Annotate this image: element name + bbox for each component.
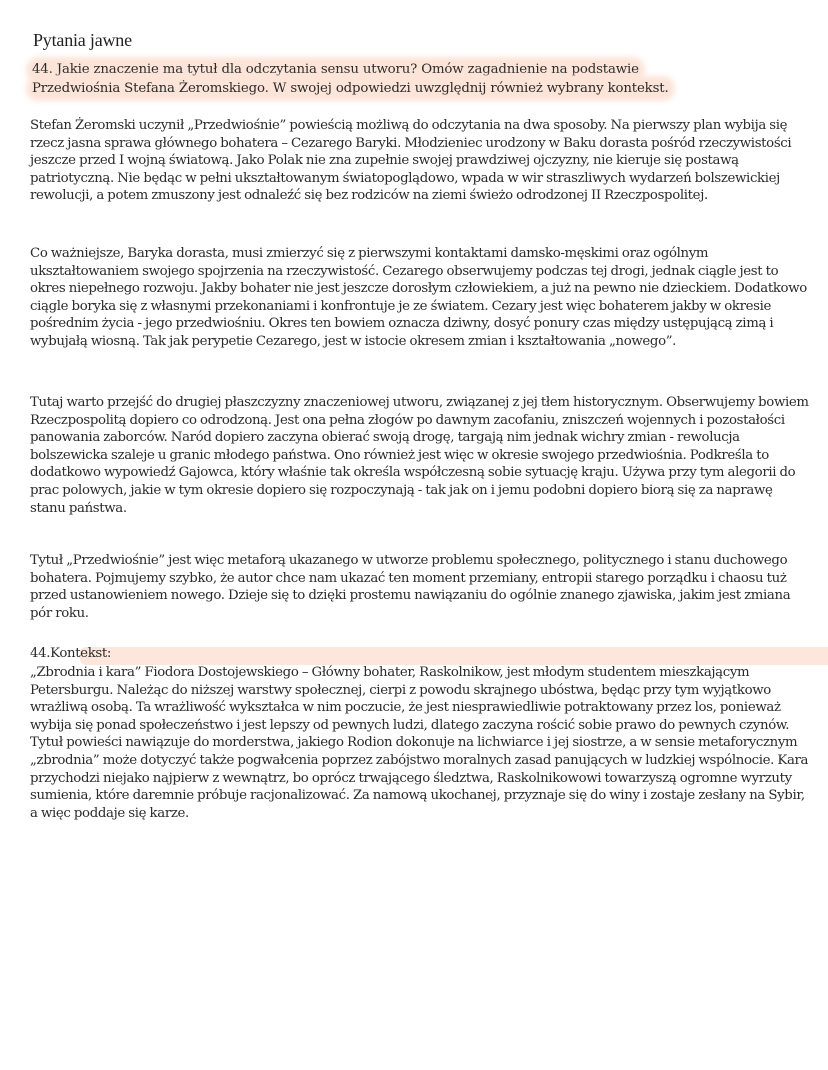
answer-paragraph-2: Co ważniejsze, Baryka dorasta, musi zmierzyć się z pierwszymi kontaktami damsko-męskimi oraz ogólnym ukształtowaniem swojego spojrzenia na rzeczywistość. Cezarego obserwujemy podczas tej drogi, jednak ciągle jest to okres niepełnego rozwoju. Jakby bohater nie jest jeszcze dorosłym człowiekiem, a już na pewno nie dzieckiem. Dodatkowo ciągle boryka się z własnymi przekonaniami i konfrontuje je ze światem. Cezary jest więc bohaterem jakby w okresie pośrednim życia - jego przedwiośniu. Okres ten bowiem oznacza dziwny, dosyć ponury czas między ustępującą zimą i wybujałą wiosną. Tak jak perypetie Cezarego, jest w istocie okresem zmian i kształtowania „nowego”. [30,246,807,349]
answer-paragraph-3: Tutaj warto przejść do drugiej płaszczyzny znaczeniowej utworu, związanej z jej tłem historycznym. Obserwujemy bowiem Rzeczpospolitą dopiero co odrodzoną. Jest ona pełna złogów po dawnym zacofaniu, zniszczeń wojennych i pozostałości panowania zaborców. Naród dopiero zaczyna obierać swoją drogę, targają nim jednak wichry zmian - rewolucja bolszewicka szaleje u granic młodego państwa. Ono również jest więc w okresie swojego przedwiośnia. Podkreśla to dodatkowo wypowiedź Gajowca, który właśnie tak określa współczesną sobie sytuację kraju. Używa przy tym alegorii do prac polowych, jakie w tym okresie dopiero się rozpoczynają - tak jak on i jemu podobni dopiero biorą się za naprawę stanu państwa. [30,395,809,516]
context-paragraph: „Zbrodnia i kara” Fiodora Dostojewskiego – Główny bohater, Raskolnikow, jest młodym studentem mieszkającym Petersburgu. Należąc do niższej warstwy społecznej, cierpi z powodu skrajnego ubóstwa, będąc przy tym wyjątkowo wrażliwą osobą. Ta wrażliwość wykształca w nim poczucie, że jest niesprawiedliwie potraktowany przez los, ponieważ wybija się ponad społeczeństwo i jest lepszy od pewnych ludzi, dlatego zaczyna rościć sobie prawo do pewnych czynów. Tytuł powieści nawiązuje do morderstwa, jakiego Rodion dokonuje na lichwiarce i jej siostrze, a w sensie metaforycznym „zbrodnia” może dotyczyć także pogwałcenia poprzez zabójstwo moralnych zasad panujących w ludzkiej wspólnocie. Kara przychodzi niejako najpierw z wewnątrz, bo oprócz trwającego śledztwa, Raskolnikowowi towarzyszą ogromne wyrzuty sumienia, które daremnie próbuje racjonalizować. Za namową ukochanej, przyznaje się do winy i zostaje zesłany na Sybir, a więc poddaje się karze. [30,665,809,821]
answer-paragraph-4: Tytuł „Przedwiośnie” jest więc metaforą ukazanego w utworze problemu społecznego, politycznego i stanu duchowego bohatera. Pojmujemy szybko, że autor chce nam ukazać ten moment przemiany, entropii starego porządku i chaosu tuż przed ustanowieniem nowego. Dzieje się to dzięki prostemu nawiązaniu do ogólnie znanego zjawiska, jakim jest zmiana pór roku. [30,553,791,621]
context-highlight-bar [80,647,828,665]
answer-paragraph-1: Stefan Żeromski uczynił „Przedwiośnie” powieścią możliwą do odczytania na dwa sposoby. Na pierwszy plan wybija się rzecz jasna sprawa głównego bohatera – Cezarego Baryki. Młodzieniec urodzony w Baku dorasta pośród rzeczywistości jeszcze przed I wojną światową. Jako Polak nie zna zupełnie swojej prawdziwej ojczyzny, nie kieruje się postawą patriotyczną. Nie będąc w pełni ukształtowanym światopoglądowo, wpada w wir straszliwych wydarzeń bolszewickiej rewolucji, a potem zmuszony jest odnaleźć się bez rodziców na ziemi świeżo odrodzonej II Rzeczpospolitej. [30,118,792,204]
section-heading: Pytania jawne [33,30,132,50]
question-line-2: Przedwiośnia Stefana Żeromskiego. W swojej odpowiedzi uwzględnij również wybrany kontekst. [32,81,669,96]
question-line-1: 44. Jakie znaczenie ma tytuł dla odczytania sensu utworu? Omów zagadnienie na podstawie [32,62,639,77]
context-label: 44.Kontekst: [30,646,112,661]
question-highlighted [18,58,790,102]
